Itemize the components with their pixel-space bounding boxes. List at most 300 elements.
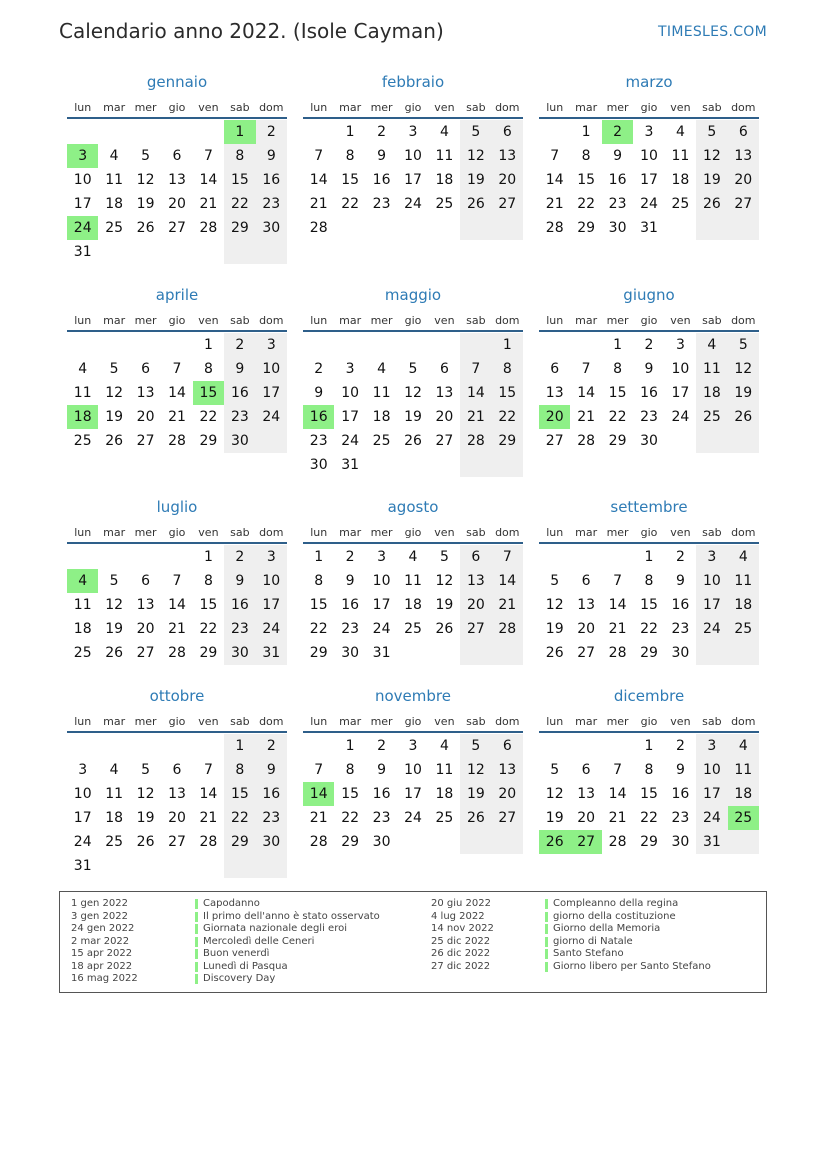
day-cell: 18 xyxy=(435,786,454,802)
day-cell: 18 xyxy=(372,409,391,425)
day-cell: 4 xyxy=(377,361,387,377)
day-cell: 3 xyxy=(256,333,287,357)
day-cell: 27 xyxy=(492,192,523,216)
day-cell: 15 xyxy=(492,381,523,405)
day-cell: 18 xyxy=(728,782,759,806)
empty-weekend-cell xyxy=(696,216,727,240)
day-cell: 20 xyxy=(492,168,523,192)
day-cell: 10 xyxy=(671,361,690,377)
day-cell: 25 xyxy=(372,433,391,449)
day-cell: 22 xyxy=(224,192,255,216)
day-cell: 2 xyxy=(314,361,324,377)
day-cell: 16 xyxy=(671,597,690,613)
header-divider xyxy=(539,330,759,332)
weekday-label: mer xyxy=(606,101,629,114)
day-cell: 27 xyxy=(136,433,155,449)
day-cell: 12 xyxy=(545,597,564,613)
day-cell: 26 xyxy=(696,192,727,216)
weekday-label: mar xyxy=(339,526,362,539)
day-cell: 31 xyxy=(73,244,92,260)
day-cell: 11 xyxy=(105,172,124,188)
day-cell: 9 xyxy=(224,569,255,593)
legend-holiday-name: Discovery Day xyxy=(203,973,276,984)
weekday-label: mar xyxy=(103,526,126,539)
day-cell: 8 xyxy=(345,148,355,164)
day-cell: 6 xyxy=(460,545,491,569)
weekday-label: ven xyxy=(670,101,691,114)
empty-weekend-cell xyxy=(728,216,759,240)
day-cell: 27 xyxy=(168,220,186,236)
day-cell: 14 xyxy=(460,381,491,405)
day-cell: 28 xyxy=(168,645,186,661)
empty-weekend-cell xyxy=(224,240,255,264)
day-cell: 27 xyxy=(577,645,596,661)
day-cell: 25 xyxy=(73,433,92,449)
legend-date: 3 gen 2022 xyxy=(71,910,129,922)
weekday-label: dom xyxy=(495,715,520,728)
day-cell: 21 xyxy=(168,409,186,425)
day-cell: 7 xyxy=(172,361,182,377)
day-cell: 22 xyxy=(199,621,218,637)
day-cell: 23 xyxy=(372,196,391,212)
day-cell: 21 xyxy=(577,409,596,425)
weekday-label: ven xyxy=(434,101,455,114)
day-cell: 24 xyxy=(696,806,727,830)
day-cell: 6 xyxy=(581,573,591,589)
day-cell: 5 xyxy=(728,333,759,357)
legend-marker xyxy=(545,924,548,934)
day-cell: 12 xyxy=(136,172,155,188)
weekday-label: mer xyxy=(606,526,629,539)
day-cell: 16 xyxy=(341,597,360,613)
weekday-label: gio xyxy=(168,526,186,539)
holiday-day-cell: 24 xyxy=(67,216,98,240)
day-cell: 28 xyxy=(199,834,218,850)
day-cell: 21 xyxy=(199,810,218,826)
day-cell: 7 xyxy=(314,762,324,778)
day-cell: 26 xyxy=(460,192,491,216)
day-cell: 9 xyxy=(224,357,255,381)
day-cell: 31 xyxy=(256,641,287,665)
legend-marker xyxy=(545,899,548,909)
day-cell: 16 xyxy=(256,168,287,192)
weekday-label: ven xyxy=(198,314,219,327)
day-cell: 15 xyxy=(608,385,627,401)
day-cell: 16 xyxy=(671,786,690,802)
day-cell: 11 xyxy=(696,357,727,381)
day-cell: 2 xyxy=(675,549,685,565)
day-cell: 21 xyxy=(545,196,564,212)
day-cell: 13 xyxy=(577,597,596,613)
holiday-day-cell: 16 xyxy=(303,405,334,429)
day-cell: 8 xyxy=(345,762,355,778)
day-cell: 1 xyxy=(581,124,591,140)
weekday-label: dom xyxy=(731,715,756,728)
weekday-label: gio xyxy=(404,715,422,728)
brand-logo[interactable]: TIMESLES.COM xyxy=(658,24,767,40)
day-cell: 26 xyxy=(136,220,155,236)
day-cell: 12 xyxy=(105,385,124,401)
month-title: dicembre xyxy=(613,687,685,705)
day-cell: 11 xyxy=(73,385,92,401)
day-cell: 11 xyxy=(728,758,759,782)
day-cell: 2 xyxy=(224,333,255,357)
day-cell: 12 xyxy=(435,573,454,589)
day-cell: 8 xyxy=(224,758,255,782)
day-cell: 22 xyxy=(199,409,218,425)
legend-date: 24 gen 2022 xyxy=(71,923,135,934)
day-cell: 21 xyxy=(460,405,491,429)
day-cell: 1 xyxy=(203,337,213,353)
month-title: marzo xyxy=(625,73,673,91)
day-cell: 14 xyxy=(577,385,596,401)
weekday-label: lun xyxy=(74,715,92,728)
day-cell: 13 xyxy=(460,569,491,593)
legend-marker xyxy=(195,949,198,959)
weekday-label: lun xyxy=(546,715,564,728)
day-cell: 25 xyxy=(105,834,124,850)
day-cell: 22 xyxy=(309,621,328,637)
legend-holiday-name: giorno di Natale xyxy=(553,935,633,947)
day-cell: 25 xyxy=(671,196,690,212)
weekday-label: lun xyxy=(310,101,328,114)
day-cell: 28 xyxy=(492,617,523,641)
holiday-day-cell: 4 xyxy=(67,569,98,593)
day-cell: 19 xyxy=(136,196,155,212)
header-divider xyxy=(539,117,759,119)
day-cell: 14 xyxy=(492,569,523,593)
day-cell: 10 xyxy=(256,357,287,381)
weekday-label: ven xyxy=(434,715,455,728)
weekday-label: sab xyxy=(466,715,486,728)
legend-date: 25 dic 2022 xyxy=(431,935,491,947)
day-cell: 23 xyxy=(341,621,360,637)
weekday-label: lun xyxy=(74,101,92,114)
month-title: novembre xyxy=(375,687,451,705)
weekday-label: sab xyxy=(230,101,250,114)
day-cell: 12 xyxy=(136,786,155,802)
legend-date: 4 lug 2022 xyxy=(431,910,485,922)
weekday-label: mar xyxy=(103,314,126,327)
weekday-label: dom xyxy=(259,101,284,114)
day-cell: 27 xyxy=(492,806,523,830)
day-cell: 9 xyxy=(675,762,685,778)
empty-weekend-cell xyxy=(460,641,491,665)
day-cell: 27 xyxy=(728,192,759,216)
day-cell: 15 xyxy=(577,172,596,188)
day-cell: 10 xyxy=(404,148,422,164)
day-cell: 8 xyxy=(203,573,213,589)
day-cell: 1 xyxy=(492,333,523,357)
day-cell: 22 xyxy=(341,196,360,212)
weekday-label: mar xyxy=(575,715,598,728)
day-cell: 19 xyxy=(460,782,491,806)
weekday-label: mer xyxy=(134,101,157,114)
day-cell: 17 xyxy=(73,196,92,212)
day-cell: 28 xyxy=(608,645,627,661)
day-cell: 25 xyxy=(105,220,124,236)
legend-marker xyxy=(195,937,198,947)
day-cell: 29 xyxy=(492,429,523,453)
day-cell: 17 xyxy=(73,810,92,826)
day-cell: 8 xyxy=(314,573,324,589)
day-cell: 9 xyxy=(377,148,387,164)
day-cell: 20 xyxy=(492,782,523,806)
day-cell: 5 xyxy=(408,361,418,377)
day-cell: 6 xyxy=(172,148,182,164)
day-cell: 13 xyxy=(728,144,759,168)
holiday-day-cell: 20 xyxy=(539,405,570,429)
header-divider xyxy=(303,731,523,733)
day-cell: 9 xyxy=(644,361,654,377)
day-cell: 3 xyxy=(377,549,387,565)
day-cell: 28 xyxy=(309,220,328,236)
empty-weekend-cell xyxy=(224,854,255,878)
day-cell: 6 xyxy=(492,120,523,144)
day-cell: 18 xyxy=(404,597,422,613)
day-cell: 31 xyxy=(696,830,727,854)
day-cell: 6 xyxy=(581,762,591,778)
legend-holiday-name: Capodanno xyxy=(203,898,260,909)
day-cell: 8 xyxy=(613,361,623,377)
day-cell: 1 xyxy=(613,337,623,353)
weekday-label: ven xyxy=(198,101,219,114)
day-cell: 14 xyxy=(168,385,186,401)
day-cell: 22 xyxy=(577,196,596,212)
day-cell: 12 xyxy=(460,758,491,782)
day-cell: 29 xyxy=(640,645,658,661)
day-cell: 22 xyxy=(640,621,658,637)
legend-holiday-name: Mercoledì delle Ceneri xyxy=(203,935,315,947)
day-cell: 19 xyxy=(404,409,422,425)
day-cell: 29 xyxy=(224,216,255,240)
day-cell: 3 xyxy=(696,545,727,569)
day-cell: 21 xyxy=(168,621,186,637)
day-cell: 22 xyxy=(608,409,627,425)
legend-holiday-name: Giorno libero per Santo Stefano xyxy=(553,960,711,972)
day-cell: 9 xyxy=(256,144,287,168)
day-cell: 13 xyxy=(136,385,155,401)
day-cell: 8 xyxy=(203,361,213,377)
weekday-label: sab xyxy=(702,101,722,114)
day-cell: 19 xyxy=(435,597,454,613)
legend-date: 16 mag 2022 xyxy=(71,973,138,984)
day-cell: 25 xyxy=(404,621,422,637)
weekday-label: gio xyxy=(404,314,422,327)
day-cell: 20 xyxy=(168,196,186,212)
weekday-label: mer xyxy=(134,715,157,728)
day-cell: 16 xyxy=(256,782,287,806)
month-title: aprile xyxy=(155,286,199,304)
day-cell: 20 xyxy=(168,810,186,826)
day-cell: 20 xyxy=(577,810,596,826)
day-cell: 30 xyxy=(608,220,627,236)
day-cell: 19 xyxy=(460,168,491,192)
day-cell: 15 xyxy=(640,786,658,802)
day-cell: 6 xyxy=(141,361,151,377)
empty-weekend-cell xyxy=(728,641,759,665)
weekday-label: mar xyxy=(575,101,598,114)
day-cell: 5 xyxy=(141,762,151,778)
day-cell: 3 xyxy=(408,124,418,140)
day-cell: 3 xyxy=(675,337,685,353)
day-cell: 27 xyxy=(136,645,155,661)
day-cell: 28 xyxy=(309,834,328,850)
day-cell: 19 xyxy=(545,810,564,826)
empty-weekend-cell xyxy=(728,429,759,453)
legend-holiday-name: Giornata nazionale degli eroi xyxy=(203,923,347,934)
day-cell: 24 xyxy=(671,409,690,425)
header-divider xyxy=(303,542,523,544)
day-cell: 17 xyxy=(696,782,727,806)
weekday-label: gio xyxy=(404,526,422,539)
legend-marker xyxy=(545,962,548,972)
weekday-label: ven xyxy=(434,314,455,327)
day-cell: 26 xyxy=(105,645,124,661)
day-cell: 4 xyxy=(78,361,88,377)
day-cell: 20 xyxy=(136,621,155,637)
day-cell: 13 xyxy=(492,144,523,168)
day-cell: 7 xyxy=(460,357,491,381)
weekday-label: dom xyxy=(731,526,756,539)
day-cell: 11 xyxy=(73,597,92,613)
day-cell: 3 xyxy=(345,361,355,377)
day-cell: 24 xyxy=(404,196,422,212)
header-divider xyxy=(67,117,287,119)
day-cell: 24 xyxy=(341,433,360,449)
day-cell: 1 xyxy=(345,738,355,754)
empty-weekend-cell xyxy=(460,333,491,357)
day-cell: 16 xyxy=(372,172,391,188)
day-cell: 18 xyxy=(696,381,727,405)
day-cell: 5 xyxy=(109,361,119,377)
day-cell: 24 xyxy=(73,834,92,850)
day-cell: 23 xyxy=(224,405,255,429)
day-cell: 7 xyxy=(613,573,623,589)
legend-date: 20 giu 2022 xyxy=(431,898,491,909)
day-cell: 25 xyxy=(728,617,759,641)
day-cell: 4 xyxy=(109,148,119,164)
header-divider xyxy=(303,330,523,332)
weekday-label: dom xyxy=(495,101,520,114)
day-cell: 30 xyxy=(671,834,690,850)
weekday-label: mer xyxy=(606,314,629,327)
day-cell: 5 xyxy=(460,734,491,758)
weekday-label: dom xyxy=(259,715,284,728)
day-cell: 9 xyxy=(314,385,324,401)
day-cell: 21 xyxy=(309,810,328,826)
weekday-label: dom xyxy=(731,101,756,114)
weekday-label: sab xyxy=(466,314,486,327)
day-cell: 10 xyxy=(341,385,360,401)
holiday-day-cell: 14 xyxy=(303,782,334,806)
day-cell: 13 xyxy=(577,786,596,802)
weekday-label: mar xyxy=(339,715,362,728)
legend-holiday-name: Compleanno della regina xyxy=(553,898,679,909)
legend-marker xyxy=(195,899,198,909)
weekday-label: mar xyxy=(103,101,126,114)
day-cell: 31 xyxy=(640,220,658,236)
day-cell: 10 xyxy=(696,569,727,593)
weekday-label: lun xyxy=(546,101,564,114)
day-cell: 10 xyxy=(372,573,391,589)
day-cell: 9 xyxy=(675,573,685,589)
month-title: gennaio xyxy=(146,73,208,91)
day-cell: 20 xyxy=(577,621,596,637)
legend-marker xyxy=(545,912,548,922)
day-cell: 16 xyxy=(640,385,658,401)
holiday-legend xyxy=(59,891,767,993)
weekday-label: gio xyxy=(640,715,658,728)
day-cell: 5 xyxy=(109,573,119,589)
day-cell: 11 xyxy=(404,573,422,589)
day-cell: 23 xyxy=(608,196,627,212)
day-cell: 9 xyxy=(613,148,623,164)
empty-weekend-cell xyxy=(696,429,727,453)
day-cell: 21 xyxy=(492,593,523,617)
weekday-label: lun xyxy=(310,314,328,327)
day-cell: 18 xyxy=(435,172,454,188)
day-cell: 12 xyxy=(105,597,124,613)
weekday-label: ven xyxy=(670,715,691,728)
header-divider xyxy=(67,731,287,733)
day-cell: 4 xyxy=(728,734,759,758)
day-cell: 24 xyxy=(696,617,727,641)
day-cell: 25 xyxy=(435,196,454,212)
day-cell: 26 xyxy=(728,405,759,429)
day-cell: 17 xyxy=(640,172,658,188)
day-cell: 15 xyxy=(224,168,255,192)
day-cell: 7 xyxy=(581,361,591,377)
day-cell: 14 xyxy=(545,172,564,188)
weekday-label: gio xyxy=(640,526,658,539)
weekday-label: mer xyxy=(606,715,629,728)
empty-weekend-cell xyxy=(460,216,491,240)
day-cell: 12 xyxy=(696,144,727,168)
empty-weekend-cell xyxy=(492,453,523,477)
day-cell: 28 xyxy=(577,433,596,449)
day-cell: 17 xyxy=(256,381,287,405)
day-cell: 4 xyxy=(696,333,727,357)
day-cell: 15 xyxy=(341,172,360,188)
day-cell: 7 xyxy=(314,148,324,164)
day-cell: 23 xyxy=(372,810,391,826)
weekday-label: sab xyxy=(702,526,722,539)
legend-holiday-name: Lunedì di Pasqua xyxy=(203,960,288,972)
day-cell: 25 xyxy=(435,810,454,826)
day-cell: 19 xyxy=(136,810,155,826)
legend-marker xyxy=(195,962,198,972)
day-cell: 8 xyxy=(644,762,654,778)
weekday-label: dom xyxy=(731,314,756,327)
day-cell: 25 xyxy=(696,405,727,429)
day-cell: 4 xyxy=(675,124,685,140)
empty-weekend-cell xyxy=(256,854,287,878)
weekday-label: lun xyxy=(546,526,564,539)
legend-date: 2 mar 2022 xyxy=(71,935,130,947)
legend-date: 26 dic 2022 xyxy=(431,948,491,959)
day-cell: 7 xyxy=(492,545,523,569)
day-cell: 24 xyxy=(256,405,287,429)
day-cell: 18 xyxy=(728,593,759,617)
weekday-label: dom xyxy=(259,526,284,539)
day-cell: 22 xyxy=(224,806,255,830)
day-cell: 5 xyxy=(141,148,151,164)
weekday-label: ven xyxy=(434,526,455,539)
day-cell: 11 xyxy=(728,569,759,593)
day-cell: 25 xyxy=(73,645,92,661)
day-cell: 26 xyxy=(404,433,422,449)
